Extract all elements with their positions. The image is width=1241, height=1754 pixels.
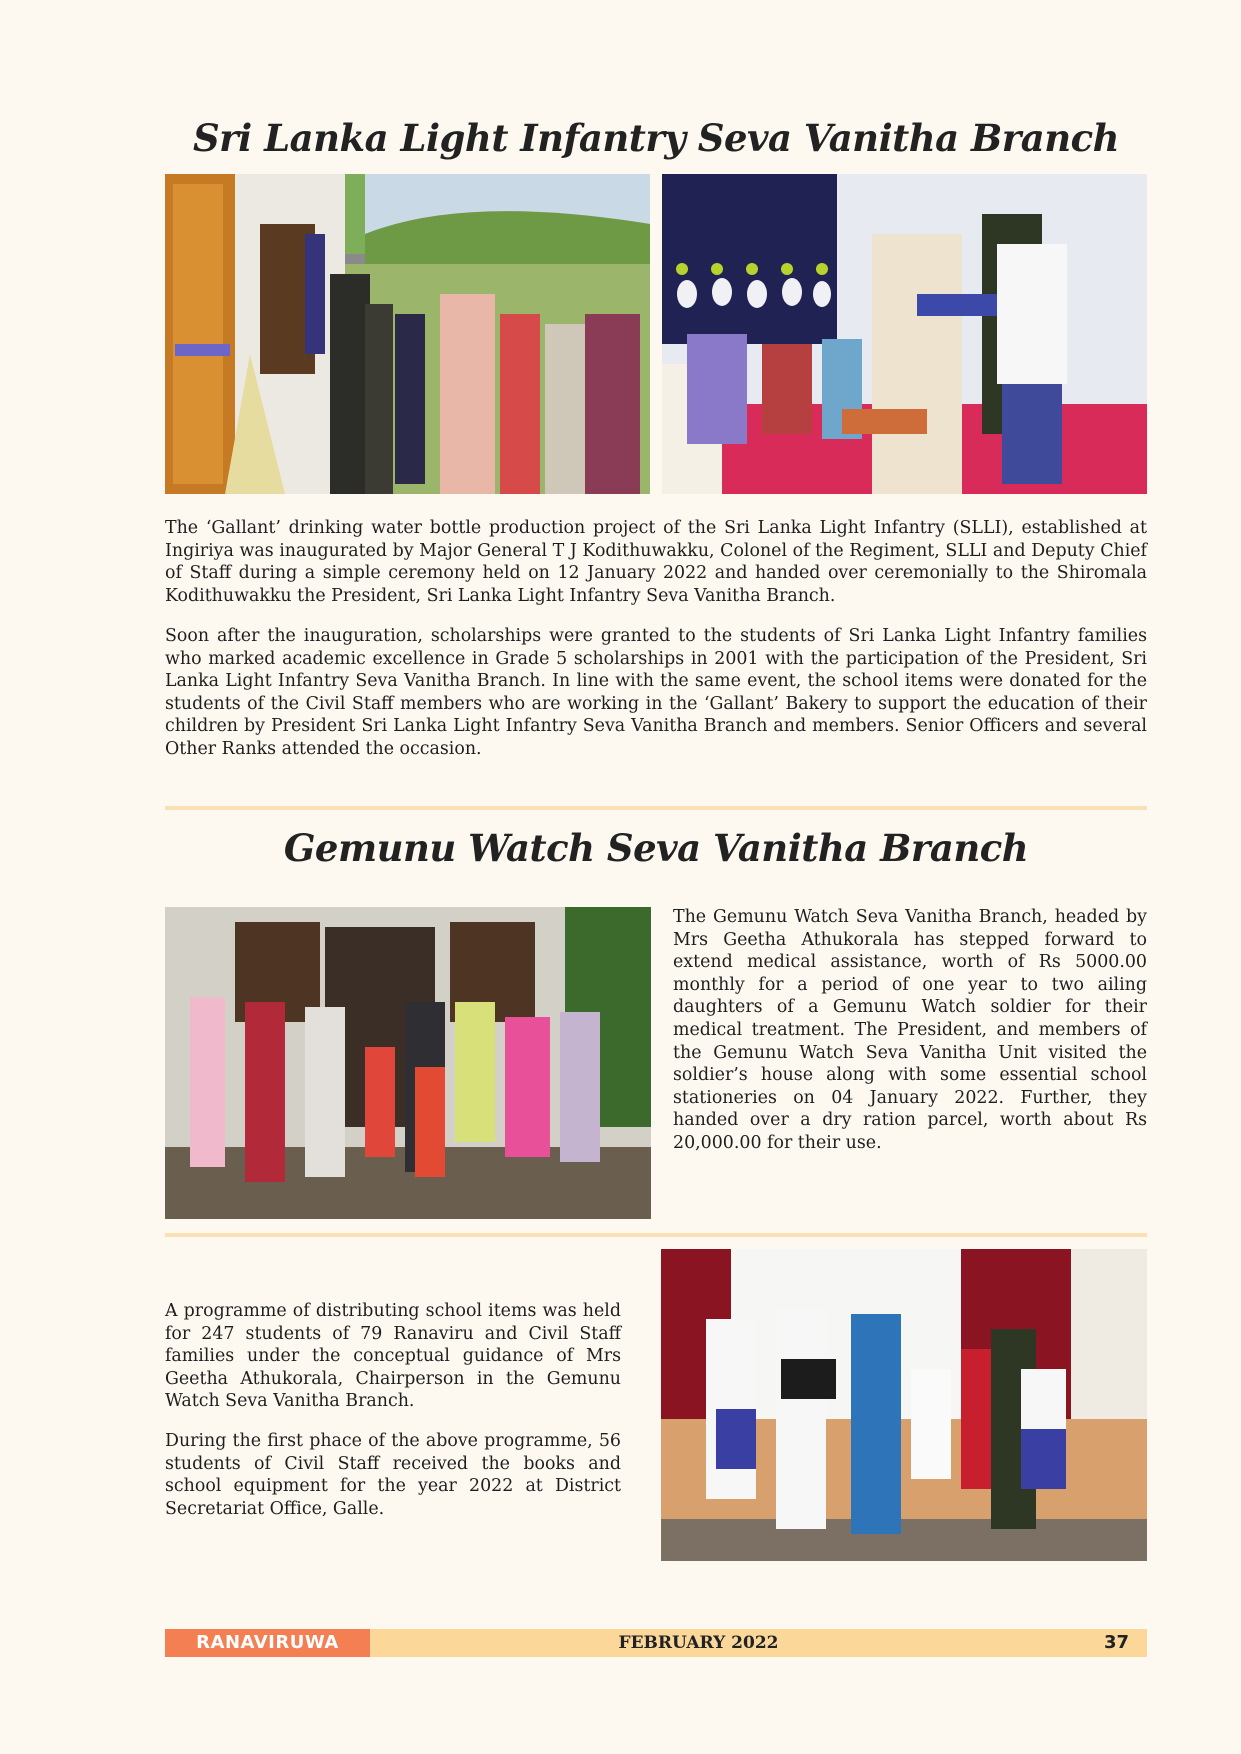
page-number: 37: [1103, 1632, 1129, 1653]
section2-paragraph-3: During the first phace of the above programme, 56 students of Civil Staff received the books and school equipment for the year 2022 at District Secretariat Office, Galle.: [165, 1431, 621, 1519]
photo-slli-scholarship: [662, 174, 1147, 494]
footer-date: FEBRUARY 2022: [618, 1633, 779, 1653]
section-heading-slli: Sri Lanka Light Infantry Seva Vanitha Branch: [192, 116, 1120, 160]
section-heading-gemunu: Gemunu Watch Seva Vanitha Branch: [283, 826, 1029, 870]
footer-brand: RANAVIRUWA: [165, 1629, 370, 1657]
page-footer: [165, 1629, 1147, 1657]
photo-gemunu-visit: [165, 907, 651, 1219]
section-divider: [165, 806, 1147, 810]
section1-paragraph-2: Soon after the inauguration, scholarships were granted to the students of Sri Lanka Light Infantry families who marked academic excellence in Grade 5 scholarships in 2001 with the participation of the President, Sri Lanka Light Infantry Seva Vanitha Branch. In line with the same event, the school items were donated for the students of the Civil Staff members who are working in the ‘Gallant’ Bakery to support the education of their children by President Sri Lanka Light Infantry Seva Vanitha Branch and members. Senior Officers and several Other Ranks attended the occasion.: [165, 626, 1147, 759]
photo-gemunu-school-items: [661, 1249, 1147, 1561]
photo-slli-inauguration: [165, 174, 650, 494]
section2-paragraph-2: A programme of distributing school items was held for 247 students of 79 Ranaviru and Civil Staff families under the conceptual guidance of Mrs Geetha Athukorala, Chairperson in the Gemunu Watch Seva Vanitha Branch.: [165, 1301, 621, 1412]
section2-paragraph-1: The Gemunu Watch Seva Vanitha Branch, headed by Mrs Geetha Athukorala has stepped forward to extend medical assistance, worth of Rs 5000.00 monthly for a period of one year to two ailing daughters of a Gemunu Watch soldier for their medical treatment. The President, and members of the Gemunu Watch Seva Vanitha Unit visited the soldier’s house along with some essential school stationeries on 04 January 2022. Further, they handed over a dry ration parcel, worth about Rs 20,000.00 for their use.: [673, 907, 1147, 1153]
section-divider-2: [165, 1233, 1147, 1237]
section1-paragraph-1: The ‘Gallant’ drinking water bottle production project of the Sri Lanka Light Infantry (SLLI), established at Ingiriya was inaugurated by Major General T J Kodithuwakku, Colonel of the Regiment, SLLI and Deputy Chief of Staff during a simple ceremony held on 12 January 2022 and handed over ceremonially to the Shiromala Kodithuwakku the President, Sri Lanka Light Infantry Seva Vanitha Branch.: [165, 518, 1147, 606]
